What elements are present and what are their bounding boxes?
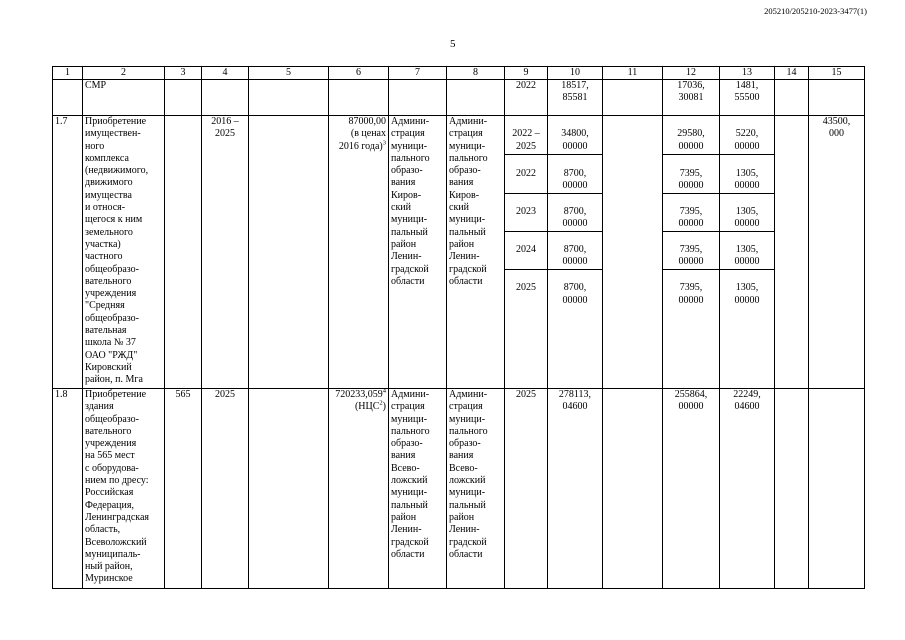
col-header: 1: [53, 67, 83, 80]
cell-c11: [603, 80, 663, 116]
cell-name: СМР: [83, 80, 165, 116]
header-row: [53, 67, 865, 80]
cell-c11: [603, 389, 663, 589]
footnote-mark: 4: [382, 388, 386, 395]
cell-c15: [809, 389, 865, 589]
cell-years: [505, 116, 548, 389]
document-id: 205210/205210-2023-3477(1): [764, 6, 867, 16]
cell-period: [202, 80, 249, 116]
cell-year: 2022: [505, 80, 548, 116]
col-header: 10: [548, 67, 603, 80]
cell-cost: [329, 116, 389, 389]
cell-c12: 17036, 30081: [663, 80, 720, 116]
value-item: 1305, 00000: [720, 244, 774, 270]
cell-c3: [165, 116, 202, 389]
cell-c12: 255864, 00000: [663, 389, 720, 589]
cell-total: 18517, 85581: [548, 80, 603, 116]
col-header: 13: [720, 67, 775, 80]
cost-note: (НЦС: [354, 401, 380, 413]
value-item: 7395, 00000: [663, 244, 719, 270]
value-item: 8700, 00000: [548, 168, 602, 194]
col-header: 12: [663, 67, 720, 80]
cell-c7: Админи- страция муници- пального образо- вания Киров- ский муници- пальный район Ленин- градской области: [389, 116, 447, 389]
col-header: 3: [165, 67, 202, 80]
cell-total: 278113, 04600: [548, 389, 603, 589]
cell-c5: [249, 116, 329, 389]
col-header: 11: [603, 67, 663, 80]
value-item: 1305, 00000: [720, 206, 774, 232]
col-header: 9: [505, 67, 548, 80]
budget-table: [52, 66, 865, 589]
cell-c13: 1481, 55500: [720, 80, 775, 116]
cell-c5: [249, 389, 329, 589]
cell-c13: 22249, 04600: [720, 389, 775, 589]
cell-c8: [447, 80, 505, 116]
cell-c11: [603, 116, 663, 389]
cell-cost: [329, 80, 389, 116]
cell-c5: [249, 80, 329, 116]
cell-c14: [775, 389, 809, 589]
col-header: 15: [809, 67, 865, 80]
cell-c3: 565: [165, 389, 202, 589]
cell-cost: [329, 389, 389, 589]
page-number: 5: [450, 38, 456, 50]
year-item: 2024: [505, 244, 547, 270]
table-row-continuation: [53, 80, 865, 116]
cell-period: 2025: [202, 389, 249, 589]
col-header: 4: [202, 67, 249, 80]
col-header: 8: [447, 67, 505, 80]
cell-c3: [165, 80, 202, 116]
col-header: 6: [329, 67, 389, 80]
cost-note-end: ): [382, 401, 386, 413]
cell-c14: [775, 80, 809, 116]
cell-c15: 43500, 000: [809, 116, 865, 389]
cell-c13: [720, 116, 775, 389]
value-item: 8700, 00000: [548, 244, 602, 270]
year-item: 2023: [505, 206, 547, 232]
value-item: 8700, 00000: [548, 206, 602, 232]
col-header: 2: [83, 67, 165, 80]
cell-num: 1.7: [53, 116, 83, 389]
cell-c12: [663, 116, 720, 389]
year-item: 2025: [516, 282, 536, 294]
cell-total: [548, 116, 603, 389]
cell-num: [53, 80, 83, 116]
value-item: 7395, 00000: [663, 206, 719, 232]
value-item: 34800, 00000: [548, 128, 602, 155]
cell-c7: [389, 80, 447, 116]
year-item: 2022: [505, 168, 547, 194]
cell-c7: Админи- страция муници- пального образо- вания Всево- ложский муници- пальный район Ленин- градской области: [389, 389, 447, 589]
value-item: 29580, 00000: [663, 128, 719, 155]
cell-c15: [809, 80, 865, 116]
cost-value: 87000,00 (в ценах 2016 года): [338, 116, 386, 152]
cell-c14: [775, 116, 809, 389]
cell-num: 1.8: [53, 389, 83, 589]
cell-year: 2025: [505, 389, 548, 589]
cell-c8: Админи- страция муници- пального образо- вания Киров- ский муници- пальный район Ленин- градской области: [447, 116, 505, 389]
col-header: 5: [249, 67, 329, 80]
cost-value: 720233,059: [335, 389, 383, 400]
cell-name: Приобретение здания общеобразо- вательного учреждения на 565 мест с оборудова- нием по дресу: Российская Федерация, Ленинградская область, Всеволожский муниципаль- ный район, Муринское: [83, 389, 165, 589]
table-row-1-8: [53, 389, 865, 589]
footnote-mark: 3: [382, 139, 386, 147]
value-item: 1305, 00000: [734, 282, 760, 306]
value-item: 8700, 00000: [562, 282, 588, 306]
cell-c8: Админи- страция муници- пального образо- вания Всево- ложский муници- пальный район Ленин- градской области: [447, 389, 505, 589]
cell-name: Приобретение имуществен- ного комплекса (недвижимого, движимого имущества и относя- щегося к ним земельного участка) частного общеобразо- вательного учреждения "Средняя общеобразо- вательная школа № 37 ОАО "РЖД" Кировский район, п. Мга: [83, 116, 165, 389]
cell-period: 2016 – 2025: [202, 116, 249, 389]
year-item: 2022 – 2025: [505, 128, 547, 155]
table-row-1-7: [53, 116, 865, 389]
value-item: 7395, 00000: [678, 282, 704, 306]
value-item: 7395, 00000: [663, 168, 719, 194]
col-header: 7: [389, 67, 447, 80]
value-item: 1305, 00000: [720, 168, 774, 194]
value-item: 5220, 00000: [720, 128, 774, 155]
col-header: 14: [775, 67, 809, 80]
footnote-mark: 2: [379, 399, 383, 407]
